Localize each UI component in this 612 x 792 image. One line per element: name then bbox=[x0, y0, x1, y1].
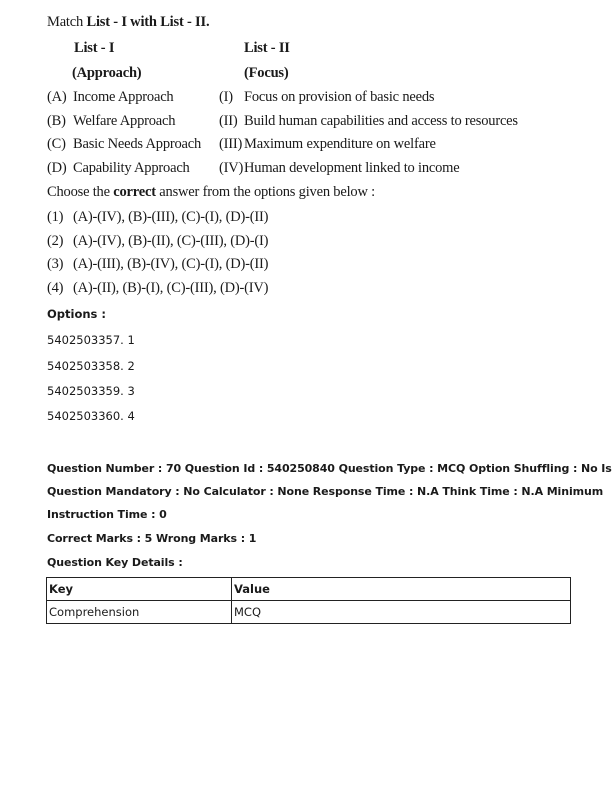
list2-key: (IV) bbox=[219, 160, 244, 176]
list2-header: List - II bbox=[244, 40, 290, 56]
list1-text: Income Approach bbox=[73, 89, 174, 105]
answer-number: (2) bbox=[47, 233, 64, 249]
answer-text: (A)-(IV), (B)-(III), (C)-(I), (D)-(II) bbox=[73, 209, 269, 225]
question-meta-line2: Question Mandatory : No Calculator : None Response Time : N.A Think Time : N.A Minimum bbox=[47, 485, 604, 498]
option-item: 5402503358. 2 bbox=[47, 359, 135, 373]
list1-key: (A) bbox=[47, 89, 67, 105]
answer-number: (1) bbox=[47, 209, 64, 225]
list1-subheader: (Approach) bbox=[72, 65, 142, 81]
answer-text: (A)-(II), (B)-(I), (C)-(III), (D)-(IV) bbox=[73, 280, 269, 296]
list1-key: (B) bbox=[47, 113, 66, 129]
list1-header: List - I bbox=[74, 40, 115, 56]
table-cell-key: Comprehension bbox=[47, 601, 232, 624]
list2-text: Maximum expenditure on welfare bbox=[244, 136, 436, 152]
choose-pre: Choose the bbox=[47, 184, 114, 200]
table-row bbox=[47, 601, 571, 624]
answer-number: (3) bbox=[47, 256, 64, 272]
question-meta-line1: Question Number : 70 Question Id : 540250840 Question Type : MCQ Option Shuffling : No Is bbox=[47, 462, 612, 475]
answer-text: (A)-(III), (B)-(IV), (C)-(I), (D)-(II) bbox=[73, 256, 269, 272]
option-item: 5402503360. 4 bbox=[47, 409, 135, 423]
option-item: 5402503357. 1 bbox=[47, 333, 135, 347]
list2-subheader: (Focus) bbox=[244, 65, 289, 81]
option-item: 5402503359. 3 bbox=[47, 384, 135, 398]
marks-line: Correct Marks : 5 Wrong Marks : 1 bbox=[47, 532, 257, 545]
list1-text: Capability Approach bbox=[73, 160, 190, 176]
question-prompt bbox=[47, 14, 209, 31]
choose-bold: correct bbox=[113, 184, 156, 200]
list1-text: Welfare Approach bbox=[73, 113, 176, 129]
table-header-key: Key bbox=[47, 578, 232, 601]
choose-post: answer from the options given below : bbox=[155, 184, 375, 200]
list2-key: (I) bbox=[219, 89, 233, 105]
options-heading: Options : bbox=[47, 307, 106, 321]
question-meta-line3: Instruction Time : 0 bbox=[47, 508, 167, 521]
choose-instruction bbox=[47, 184, 375, 201]
list1-text: Basic Needs Approach bbox=[73, 136, 202, 152]
list1-key: (D) bbox=[47, 160, 67, 176]
prompt-lists: List - I with List - II. bbox=[86, 14, 210, 30]
list2-text: Build human capabilities and access to resources bbox=[244, 113, 518, 129]
key-details-heading: Question Key Details : bbox=[47, 556, 183, 569]
prompt-intro: Match bbox=[47, 14, 87, 30]
list2-text: Human development linked to income bbox=[244, 160, 460, 176]
list2-key: (II) bbox=[219, 113, 238, 129]
table-cell-value: MCQ bbox=[232, 601, 571, 624]
list2-key: (III) bbox=[219, 136, 243, 152]
table-header-value: Value bbox=[232, 578, 571, 601]
key-details-table bbox=[46, 577, 571, 624]
answer-number: (4) bbox=[47, 280, 64, 296]
table-header-row bbox=[47, 578, 571, 601]
list1-key: (C) bbox=[47, 136, 66, 152]
answer-text: (A)-(IV), (B)-(II), (C)-(III), (D)-(I) bbox=[73, 233, 269, 249]
list2-text: Focus on provision of basic needs bbox=[244, 89, 435, 105]
